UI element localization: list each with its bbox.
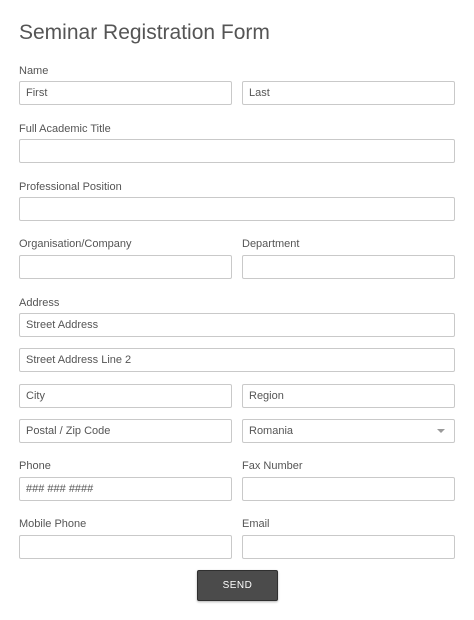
email-input[interactable] <box>242 535 455 559</box>
street-address-input[interactable] <box>19 313 455 337</box>
academic-title-input[interactable] <box>19 139 455 163</box>
department-input[interactable] <box>242 255 455 279</box>
mobile-phone-input[interactable] <box>19 535 232 559</box>
position-input[interactable] <box>19 197 455 221</box>
chevron-down-icon <box>437 429 445 433</box>
postal-code-input[interactable] <box>19 419 232 443</box>
department-label: Department <box>242 238 300 250</box>
phone-input[interactable] <box>19 477 232 501</box>
organisation-label: Organisation/Company <box>19 238 132 250</box>
fax-input[interactable] <box>242 477 455 501</box>
form-title: Seminar Registration Form <box>19 21 270 44</box>
mobile-phone-label: Mobile Phone <box>19 518 87 530</box>
city-input[interactable] <box>19 384 232 408</box>
organisation-input[interactable] <box>19 255 232 279</box>
street-address-line2-input[interactable] <box>19 348 455 372</box>
region-input[interactable] <box>242 384 455 408</box>
send-button[interactable]: SEND <box>197 570 278 601</box>
fax-label: Fax Number <box>242 460 303 472</box>
country-select[interactable] <box>242 419 455 443</box>
last-name-input[interactable] <box>242 81 455 105</box>
address-label: Address <box>19 297 60 309</box>
position-label: Professional Position <box>19 181 122 193</box>
name-label: Name <box>19 65 49 77</box>
first-name-input[interactable] <box>19 81 232 105</box>
academic-title-label: Full Academic Title <box>19 123 111 135</box>
country-selected-value: Romania <box>249 425 294 437</box>
phone-label: Phone <box>19 460 51 472</box>
email-label: Email <box>242 518 270 530</box>
